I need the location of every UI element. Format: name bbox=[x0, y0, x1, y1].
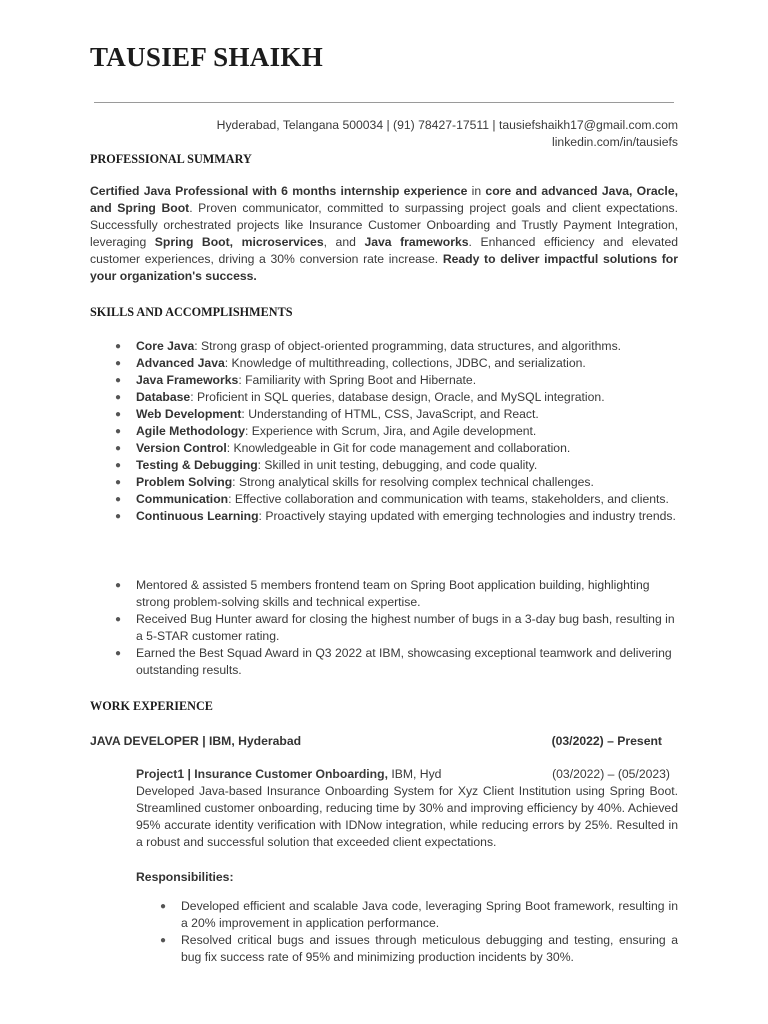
summary-heading: PROFESSIONAL SUMMARY bbox=[90, 152, 252, 166]
skill-label: Communication bbox=[136, 492, 229, 506]
skill-text: : Skilled in unit testing, debugging, and code quality. bbox=[257, 458, 538, 472]
skill-item bbox=[115, 440, 681, 457]
skill-item bbox=[115, 474, 681, 491]
responsibilities-list bbox=[160, 898, 678, 966]
bullet-icon: ● bbox=[115, 341, 122, 352]
skill-label: Database bbox=[136, 390, 191, 404]
skill-label: Web Development bbox=[136, 407, 242, 421]
project-title: Project1 | Insurance Customer Onboarding, bbox=[136, 767, 388, 781]
bullet-icon: ● bbox=[115, 358, 122, 369]
summary-text: . Proven communicator, committed to surpassing project goals and client expectations. Successfully orchestrated projects like Insurance Customer Onboarding and Trustly Payment Integration, leveraging bbox=[90, 201, 679, 249]
skill-item bbox=[115, 508, 681, 525]
skill-text: : Effective collaboration and communication with teams, stakeholders, and clients. bbox=[228, 492, 669, 506]
summary-text: Ready to deliver impactful solutions for your organization's success. bbox=[90, 252, 678, 283]
project-dates: (03/2022) – (05/2023) bbox=[552, 767, 670, 781]
candidate-name: TAUSIEF SHAIKH bbox=[90, 42, 324, 72]
skill-text: : Strong analytical skills for resolving complex technical challenges. bbox=[232, 475, 594, 489]
bullet-icon: ● bbox=[115, 443, 122, 454]
skill-text: : Knowledgeable in Git for code management and collaboration. bbox=[226, 441, 571, 455]
skill-text: : Proficient in SQL queries, database design, Oracle, and MySQL integration. bbox=[190, 390, 605, 404]
project-header bbox=[136, 766, 670, 783]
contact-line: Hyderabad, Telangana 500034 | (91) 78427-17511 | tausiefshaikh17@gmail.com.com bbox=[216, 118, 678, 132]
skill-label: Version Control bbox=[136, 441, 227, 455]
bullet-icon: ● bbox=[115, 375, 122, 386]
achievement-item bbox=[115, 645, 681, 679]
skill-item bbox=[115, 372, 681, 389]
skill-text: : Knowledge of multithreading, collections, JDBC, and serialization. bbox=[224, 356, 586, 370]
skill-item bbox=[115, 389, 681, 406]
summary-text: core and advanced Java, Oracle, and Spring Boot bbox=[90, 184, 678, 215]
bullet-icon: ● bbox=[115, 494, 122, 505]
responsibility-text: Developed efficient and scalable Java code, leveraging Spring Boot framework, resulting in a 20% improvement in application performance. bbox=[181, 899, 678, 930]
project-description: Developed Java-based Insurance Onboarding System for Xyz Client Institution using Spring Boot. Streamlined customer onboarding, reducing time by 30% and improving efficiency by 40%. Achieved 95% accurate identity verification with IDNow integration, while reducing errors by 25%. Resulted in a robust and successful solution that exceeded client expectations. bbox=[136, 784, 678, 849]
achievement-item bbox=[115, 577, 681, 611]
job-title: JAVA DEVELOPER | IBM, Hyderabad bbox=[90, 734, 302, 748]
skill-label: Java Frameworks bbox=[136, 373, 239, 387]
skill-text: : Proactively staying updated with emerging technologies and industry trends. bbox=[258, 509, 676, 523]
summary-text: Spring Boot, microservices bbox=[154, 235, 324, 249]
skill-text: : Familiarity with Spring Boot and Hibernate. bbox=[238, 373, 477, 387]
bullet-icon: ● bbox=[115, 392, 122, 403]
skills-list bbox=[115, 338, 681, 525]
summary-text: in bbox=[467, 184, 486, 198]
achievements-list bbox=[115, 577, 681, 679]
responsibility-text: Resolved critical bugs and issues through meticulous debugging and testing, ensuring a bug fix success rate of 95% and minimizing production incidents by 30%. bbox=[181, 933, 678, 964]
responsibilities-heading: Responsibilities: bbox=[136, 870, 234, 884]
skill-label: Testing & Debugging bbox=[136, 458, 258, 472]
summary-text: , and bbox=[323, 235, 365, 249]
skill-item bbox=[115, 406, 681, 423]
bullet-icon: ● bbox=[115, 648, 122, 659]
skill-label: Advanced Java bbox=[136, 356, 225, 370]
skill-item bbox=[115, 423, 681, 440]
achievement-text: Mentored & assisted 5 members frontend team on Spring Boot application building, highlighting strong problem-solving skills and technical expertise. bbox=[136, 578, 650, 609]
job-dates: (03/2022) – Present bbox=[551, 734, 662, 748]
achievement-text: Earned the Best Squad Award in Q3 2022 at IBM, showcasing exceptional teamwork and delivering outstanding results. bbox=[136, 646, 672, 677]
bullet-icon: ● bbox=[160, 901, 167, 912]
skills-heading: SKILLS AND ACCOMPLISHMENTS bbox=[90, 305, 293, 319]
summary-paragraph bbox=[90, 183, 678, 285]
skill-label: Problem Solving bbox=[136, 475, 233, 489]
skill-text: : Experience with Scrum, Jira, and Agile development. bbox=[245, 424, 537, 438]
experience-heading: WORK EXPERIENCE bbox=[90, 699, 213, 713]
job-header bbox=[90, 733, 662, 750]
contact-block bbox=[217, 117, 678, 151]
bullet-icon: ● bbox=[115, 426, 122, 437]
skill-item bbox=[115, 491, 681, 508]
bullet-icon: ● bbox=[115, 409, 122, 420]
linkedin-link[interactable]: linkedin.com/in/tausiefs bbox=[552, 135, 678, 149]
bullet-icon: ● bbox=[115, 460, 122, 471]
header-divider bbox=[94, 102, 674, 103]
responsibility-item bbox=[160, 898, 678, 932]
skill-item bbox=[115, 338, 681, 355]
bullet-icon: ● bbox=[115, 614, 122, 625]
summary-text: . Enhanced efficiency and elevated customer experiences, driving a 30% conversion rate increase. bbox=[90, 235, 678, 266]
bullet-icon: ● bbox=[160, 935, 167, 946]
skill-text: : Strong grasp of object-oriented programming, data structures, and algorithms. bbox=[194, 339, 622, 353]
project-company: IBM, Hyd bbox=[387, 767, 442, 781]
responsibility-item bbox=[160, 932, 678, 966]
achievement-item bbox=[115, 611, 681, 645]
summary-text: Certified Java Professional with 6 months internship experience bbox=[90, 184, 468, 198]
skill-label: Core Java bbox=[136, 339, 195, 353]
skill-item bbox=[115, 457, 681, 474]
achievement-text: Received Bug Hunter award for closing the highest number of bugs in a 3-day bug bash, resulting in a 5-STAR customer rating. bbox=[136, 612, 675, 643]
skill-item bbox=[115, 355, 681, 372]
skill-label: Agile Methodology bbox=[136, 424, 246, 438]
summary-text: Java frameworks bbox=[364, 235, 469, 249]
skill-label: Continuous Learning bbox=[136, 509, 259, 523]
skill-text: : Understanding of HTML, CSS, JavaScript, and React. bbox=[241, 407, 539, 421]
bullet-icon: ● bbox=[115, 477, 122, 488]
bullet-icon: ● bbox=[115, 580, 122, 591]
bullet-icon: ● bbox=[115, 511, 122, 522]
